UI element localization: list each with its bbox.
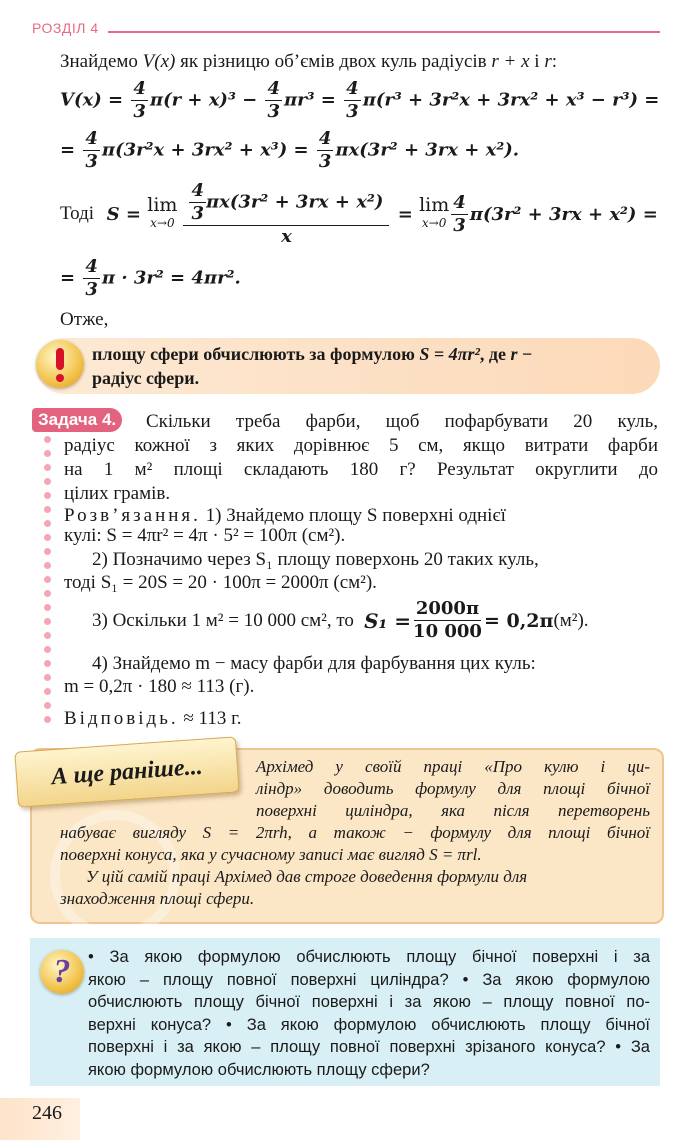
intro-line: Знайдемо V(x) як різницю об’ємів двох куль радіусів r + x і r: <box>60 51 557 72</box>
answer-line: Відповідь. ≈ 113 г. <box>64 708 242 729</box>
history-line-2: ліндр» доводить формулу для площі бічної <box>256 779 650 798</box>
header-divider <box>108 31 660 33</box>
history-banner: А ще раніше... <box>14 736 239 807</box>
equation-limit: Тоді S = lim x→0 $\frac{4}{3}$ πx(3r² + 3rx + x²) x = lim x→0 $\frac{4}{3}$ π(3r² + 3rx + x²) = <box>60 180 658 247</box>
task-dot-rail <box>44 436 52 726</box>
solution-step-3: 3) Оскільки 1 м² = 10 000 см², то S₁ = $\frac{2000\pi}{10 000}$ = 0,2π (м²). <box>92 598 589 642</box>
history-line-3: поверхні циліндра, яка після перетворень <box>256 801 650 820</box>
task-line-3: на 1 м² площі складають 180 г? Результат округлити до <box>64 459 658 480</box>
page-number: 246 <box>32 1102 62 1124</box>
task-line-4: цілих грамів. <box>64 483 171 504</box>
question-line-4: верхні конуса? • За якою формулою обчислюють площу бічної <box>88 1015 650 1034</box>
equation-volume-difference: V(x) = $\frac{4}{3}$ π(r + x)³ − $\frac{4}{3}$ πr³ = $\frac{4}{3}$ π(r³ + 3r²x + 3rx² + x³ − r³) = <box>60 78 660 122</box>
question-line-2: якою – площу повної поверхні циліндра? • За якою формулою <box>88 970 650 989</box>
history-line-7: знаходження площі сфери. <box>60 889 255 908</box>
solution-step-4b: m = 0,2π · 180 ≈ 113 (г). <box>64 676 255 697</box>
questions-text <box>88 946 650 1081</box>
equation-simplified: = $\frac{4}{3}$ π(3r²x + 3rx² + x³) = $\frac{4}{3}$ πx(3r² + 3rx + x²). <box>60 128 520 172</box>
section-label: РОЗДІЛ 4 <box>32 20 99 36</box>
exclamation-icon <box>36 340 84 388</box>
history-line-5: поверхні конуса, яка у сучасному записі має вигляд S = πrl. <box>60 845 482 864</box>
solution-step-2a: 2) Позначимо через S₁ площу поверхонь 20 таких куль, <box>92 549 539 570</box>
task-line-1: Скільки треба фарби, щоб пофарбувати 20 куль, <box>146 411 658 432</box>
solution-step-4a: 4) Знайдемо m − масу фарби для фарбування цих куль: <box>92 653 536 674</box>
question-line-6: якою формулою обчислюють площу сфери? <box>88 1060 430 1079</box>
question-line-5: поверхні і за якою – площу повної поверхні зрізаного конуса? • За <box>88 1038 650 1056</box>
solution-step-2b: тоді S₁ = 20S = 20 · 100π = 2000π (см²). <box>64 572 377 593</box>
question-line-3: обчислюють площу бічної поверхні і за якою – площу повної по- <box>88 993 650 1011</box>
history-line-4: набуває вигляду S = 2πrh, а також − формулу для площі бічної <box>60 823 650 842</box>
task-label: Задача 4. <box>32 408 122 432</box>
solution-step-1a: Розв’язання. 1) Знайдемо площу S поверхні однієї <box>64 505 506 526</box>
important-line-2: радіус сфери. <box>92 368 200 388</box>
question-mark-icon: ? <box>40 950 84 994</box>
equation-result: = $\frac{4}{3}$ π · 3r² = 4πr². <box>60 256 241 300</box>
question-line-1: • За якою формулою обчислюють площу бічної поверхні і за <box>88 948 650 966</box>
history-text <box>60 756 650 910</box>
therefore-text: Отже, <box>60 309 109 330</box>
task-line-2: радіус кожної з яких дорівнює 5 см, якщо витрати фарби <box>64 435 658 456</box>
solution-step-1b: кулі: S = 4πr² = 4π · 5² = 100π (см²). <box>64 525 346 546</box>
important-line-1: площу сфери обчислюють за формулою S = 4πr², де r − <box>92 344 533 364</box>
history-line-6: У цій самій праці Архімед дав строге доведення формули для <box>86 867 528 886</box>
history-line-1: Архімед у своїй праці «Про кулю і ци- <box>256 757 650 776</box>
